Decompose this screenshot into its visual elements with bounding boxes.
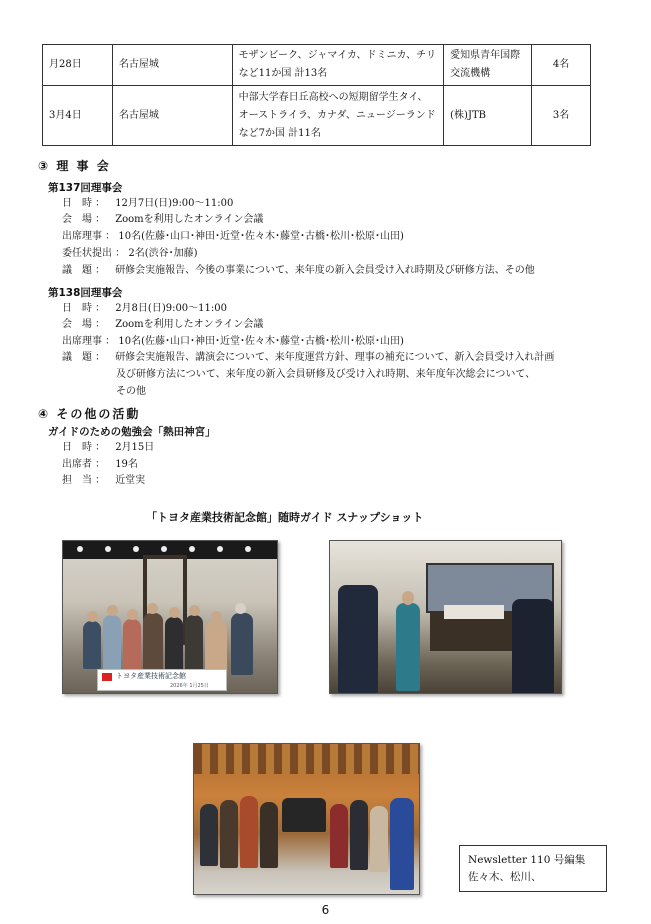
table-cell-desc: 中部大学春日丘高校への短期留学生タイ、オーストライラ、カナダ、ニュージーランドなど7か国 計11名 (232, 86, 444, 146)
label: 日 時 ： (62, 198, 106, 209)
person (220, 800, 238, 868)
meeting-agenda-cont: 及び研修方法について、来年度の新入会員研修及び受け入れ時期、来年度年次総会について、 (116, 369, 536, 380)
meeting-agenda: 研修会実施報告、講演会について、来年度運営方針、理事の補充について、新入会員受け入れ計画 (115, 352, 555, 363)
guide-photo-machine (329, 540, 562, 694)
meeting-venue: Zoomを利用したオンライン会議 (115, 214, 264, 225)
museum-sign (97, 669, 227, 691)
person (103, 615, 121, 671)
guide (396, 603, 420, 691)
person (390, 798, 414, 890)
label: 会 場 ： (62, 319, 106, 330)
meeting-title: 第137回理事会 (48, 182, 123, 194)
meeting-date-line (62, 301, 227, 317)
heads (87, 611, 98, 622)
table-cell-date: 月28日 (43, 45, 113, 86)
activity-date: 2月15日 (115, 442, 155, 453)
person (260, 802, 278, 868)
label: 日 時 ： (62, 442, 106, 453)
meeting-title: 第138回理事会 (48, 287, 123, 299)
activity-charge: 近堂実 (115, 475, 146, 486)
meeting-attend-line (62, 229, 404, 245)
table-cell-place: 名古屋城 (112, 86, 232, 146)
label: 会 場 ： (62, 214, 106, 225)
meeting-date: 2月8日(日)9:00～11:00 (115, 303, 227, 314)
meeting-venue: Zoomを利用したオンライン会議 (115, 319, 264, 330)
label: 出席者 ： (62, 459, 106, 470)
person (143, 613, 163, 673)
photo-caption: 「トヨタ産業技術記念館」随時ガイド スナップショット (146, 511, 424, 524)
person (338, 585, 378, 693)
person (370, 806, 388, 872)
editor-note (459, 845, 607, 892)
person (512, 599, 554, 694)
meeting-attend-line (62, 334, 404, 350)
person (231, 613, 253, 675)
wood-ceiling (194, 744, 420, 774)
group-photo-loom (62, 540, 278, 694)
activity-date-line (62, 440, 154, 456)
sign-date: 2026年 1月25日 (170, 683, 209, 689)
person (240, 796, 258, 868)
head (402, 591, 414, 605)
section-heading-board: ③ 理 事 会 (38, 159, 111, 173)
person (83, 621, 101, 669)
label: 担 当 ： (62, 475, 106, 486)
activity-attend-line (62, 457, 138, 473)
group-photo-car (193, 743, 420, 895)
meeting-venue-line (62, 212, 263, 228)
label: 出席理事 ： (62, 231, 116, 242)
table-row (43, 45, 591, 86)
meeting-proxy-line (62, 246, 198, 262)
label: 議 題 ： (62, 265, 106, 276)
ceiling-lights (77, 546, 83, 552)
person (165, 617, 183, 673)
table-cell-place: 名古屋城 (112, 45, 232, 86)
meeting-date-line (62, 196, 233, 212)
sign-text: トヨタ産業技術記念館 (116, 672, 186, 680)
meeting-agenda-line (62, 263, 535, 279)
logo-icon (102, 673, 112, 681)
activity-title: ガイドのための勉強会「熱田神宮」 (48, 426, 216, 438)
meeting-attend: 10名(佐藤･山口･神田･近堂･佐々木･藤堂･古橋･松川･松原･山田) (118, 231, 404, 242)
note-line: Newsletter 110 号編集 (468, 854, 586, 866)
activity-charge-line (62, 473, 145, 489)
activity-attend: 19名 (115, 459, 138, 470)
table-cell-org: 愛知県青年国際交流機構 (444, 45, 532, 86)
label: 議 題 ： (62, 352, 106, 363)
vintage-car (282, 798, 326, 832)
cloth-roll (444, 605, 504, 619)
guide-record-table (42, 44, 591, 146)
label: 日 時 ： (62, 303, 106, 314)
table-row (43, 86, 591, 146)
section-heading-other: ④ その他の活動 (38, 407, 141, 421)
meeting-attend: 10名(佐藤･山口･神田･近堂･佐々木･藤堂･古橋･松川･松原･山田) (118, 336, 404, 347)
table-cell-org: (株)JTB (444, 86, 532, 146)
person (185, 615, 203, 673)
person (330, 804, 348, 868)
table-cell-count: 3名 (532, 86, 591, 146)
meeting-proxy: 2名(渋谷･加藤) (128, 248, 198, 259)
page-number: 6 (321, 903, 330, 917)
meeting-venue-line (62, 317, 263, 333)
table-cell-count: 4名 (532, 45, 591, 86)
meeting-agenda-cont: その他 (116, 386, 146, 397)
person (350, 800, 368, 870)
note-line: 佐々木、松川、 (468, 871, 542, 883)
person (200, 804, 218, 866)
label: 委任状提出 ： (62, 248, 126, 259)
person (123, 619, 141, 671)
table-cell-date: 3月4日 (43, 86, 113, 146)
meeting-agenda: 研修会実施報告、今後の事業について、来年度の新入会員受け入れ時期及び研修方法、その他 (115, 265, 535, 276)
meeting-agenda-line (62, 350, 554, 366)
table-cell-desc: モザンビーク、ジャマイカ、ドミニカ、チリなど11か国 計13名 (232, 45, 444, 86)
meeting-date: 12月7日(日)9:00～11:00 (115, 198, 234, 209)
label: 出席理事 ： (62, 336, 116, 347)
person (205, 621, 227, 673)
